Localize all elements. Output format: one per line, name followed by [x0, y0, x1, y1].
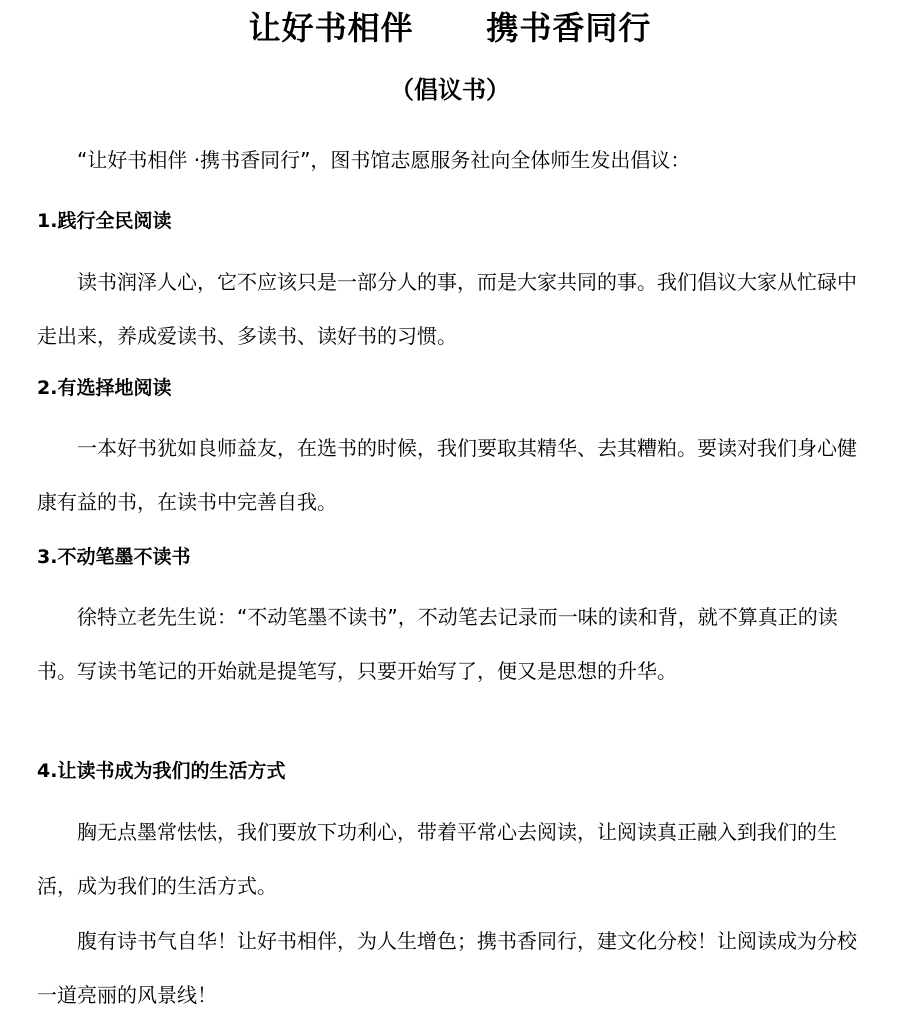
page-subtitle: （倡议书） — [390, 76, 510, 104]
section-heading-2: 2.有选择地阅读 — [37, 377, 172, 399]
section-heading-3: 3.不动笔墨不读书 — [37, 546, 191, 568]
section-body-3: 徐特立老先生说：“不动笔墨不读书”，不动笔去记录而一味的读和背，就不算真正的读书。写读书笔记的开始就是提笔写，只要开始写了，便又是思想的升华。 — [37, 605, 838, 683]
page-title: 让好书相伴 携书香同行 — [248, 9, 652, 47]
closing-paragraph: 腹有诗书气自华！让好书相伴，为人生增色；携书香同行，建文化分校！让阅读成为分校一道亮丽的风景线！ — [37, 929, 857, 1007]
section-body-2: 一本好书犹如良师益友，在选书的时候，我们要取其精华、去其糟粕。要读对我们身心健康有益的书，在读书中完善自我。 — [37, 436, 857, 514]
intro-paragraph: “让好书相伴 ·携书香同行”，图书馆志愿服务社向全体师生发出倡议： — [77, 148, 691, 172]
section-body-4: 胸无点墨常怯怯，我们要放下功利心，带着平常心去阅读，让阅读真正融入到我们的生活，成为我们的生活方式。 — [37, 820, 837, 898]
section-heading-1: 1.践行全民阅读 — [37, 210, 172, 232]
section-body-1: 读书润泽人心，它不应该只是一部分人的事，而是大家共同的事。我们倡议大家从忙碌中走出来，养成爱读书、多读书、读好书的习惯。 — [37, 270, 857, 348]
section-heading-4: 4.让读书成为我们的生活方式 — [37, 760, 286, 782]
